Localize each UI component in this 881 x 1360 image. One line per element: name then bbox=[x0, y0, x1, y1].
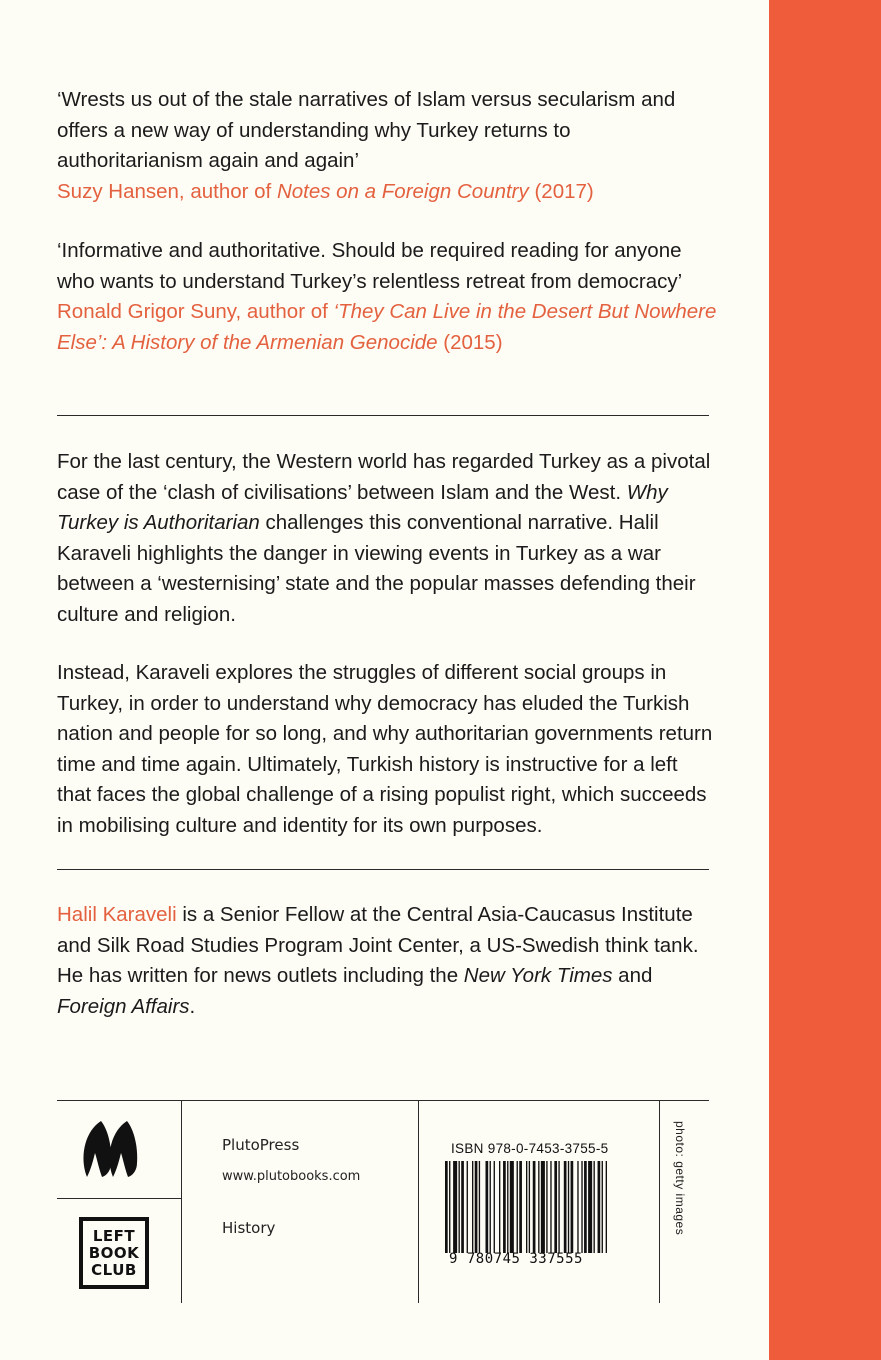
logo-text: CLUB bbox=[91, 1260, 137, 1279]
photo-credit-text: photo: getty images bbox=[673, 1121, 687, 1236]
description-text: For the last century, the Western world has regarded Turkey as a pivotal case of the ‘clash of civilisations’ between Islam and the West. bbox=[57, 450, 711, 504]
publisher-name: PlutoPress bbox=[222, 1136, 300, 1154]
panel-divider bbox=[659, 1101, 660, 1303]
panel-divider bbox=[181, 1101, 182, 1303]
quote-text: ‘Wrests us out of the stale narratives of Islam versus secularism and offers a new way of understanding why Turkey returns to authoritarianism again and again’ bbox=[57, 88, 676, 172]
description-paragraph-2: Instead, Karaveli explores the struggles of different social groups in Turkey, in order to understand why democracy has eluded the Turkish nation and people for so long, and why authoritarian governments return time and time again. Ultimately, Turkish history is instructive for a left that faces the global challenge of a rising populist right, which succeeds in mobilising culture and identity for its own purposes. bbox=[57, 661, 713, 837]
attribution-suffix: (2017) bbox=[528, 179, 594, 203]
divider-rule bbox=[57, 415, 709, 416]
attribution-title: Notes on a Foreign Country bbox=[276, 179, 529, 203]
bio-text: and bbox=[612, 964, 653, 987]
attribution-prefix: Ronald Grigor Suny, author of bbox=[57, 300, 334, 323]
bio-text: is a Senior Fellow at the Central Asia-Caucasus Institute and Silk Road Studies Program Joint Center, a US-Swedish think tank. He has written for news outlets including the bbox=[57, 903, 699, 987]
isbn-label: ISBN 978-0-7453-3755-5 bbox=[451, 1141, 609, 1156]
endorsement-quote-1 bbox=[57, 85, 717, 207]
quote-attribution bbox=[57, 177, 717, 208]
photo-credit bbox=[669, 1121, 689, 1281]
panel-divider bbox=[418, 1101, 419, 1303]
publisher-url: www.plutobooks.com bbox=[222, 1169, 361, 1184]
quote-attribution bbox=[57, 297, 717, 358]
footer-panel bbox=[57, 1100, 709, 1303]
logo-text: BOOK bbox=[88, 1243, 140, 1262]
barcode bbox=[445, 1161, 645, 1253]
book-title: Why Turkey is Authoritarian bbox=[57, 480, 668, 534]
pluto-press-logo-icon bbox=[77, 1119, 147, 1181]
spine-color-band bbox=[769, 0, 881, 1360]
attribution-title: ‘They Can Live in the Desert But Nowhere Else’: A History of the Armenian Genocide bbox=[57, 300, 717, 354]
logo-text: LEFT bbox=[92, 1226, 136, 1245]
divider-rule bbox=[57, 869, 709, 870]
bio-text: . bbox=[189, 994, 196, 1018]
book-category: History bbox=[222, 1219, 276, 1237]
panel-divider bbox=[57, 1198, 181, 1199]
author-name: Halil Karaveli bbox=[57, 903, 177, 926]
publication-name: Foreign Affairs bbox=[57, 994, 190, 1018]
publication-name: New York Times bbox=[463, 964, 613, 987]
description-paragraph-1 bbox=[57, 447, 713, 630]
attribution-suffix: (2015) bbox=[437, 330, 503, 354]
attribution-prefix: Suzy Hansen, author of bbox=[57, 179, 277, 203]
description-text: challenges this conventional narrative. Halil Karaveli highlights the danger in viewing events in Turkey as a war between a ‘westernising’ state and the popular masses defending their culture and religion. bbox=[57, 511, 696, 626]
barcode-number: 9 780745 337555 bbox=[449, 1251, 583, 1267]
endorsement-quote-2 bbox=[57, 236, 717, 358]
author-bio bbox=[57, 900, 713, 1022]
left-book-club-logo bbox=[79, 1217, 149, 1289]
quote-text: ‘Informative and authoritative. Should be required reading for anyone who wants to understand Turkey’s relentless retreat from democracy’ bbox=[57, 239, 683, 293]
